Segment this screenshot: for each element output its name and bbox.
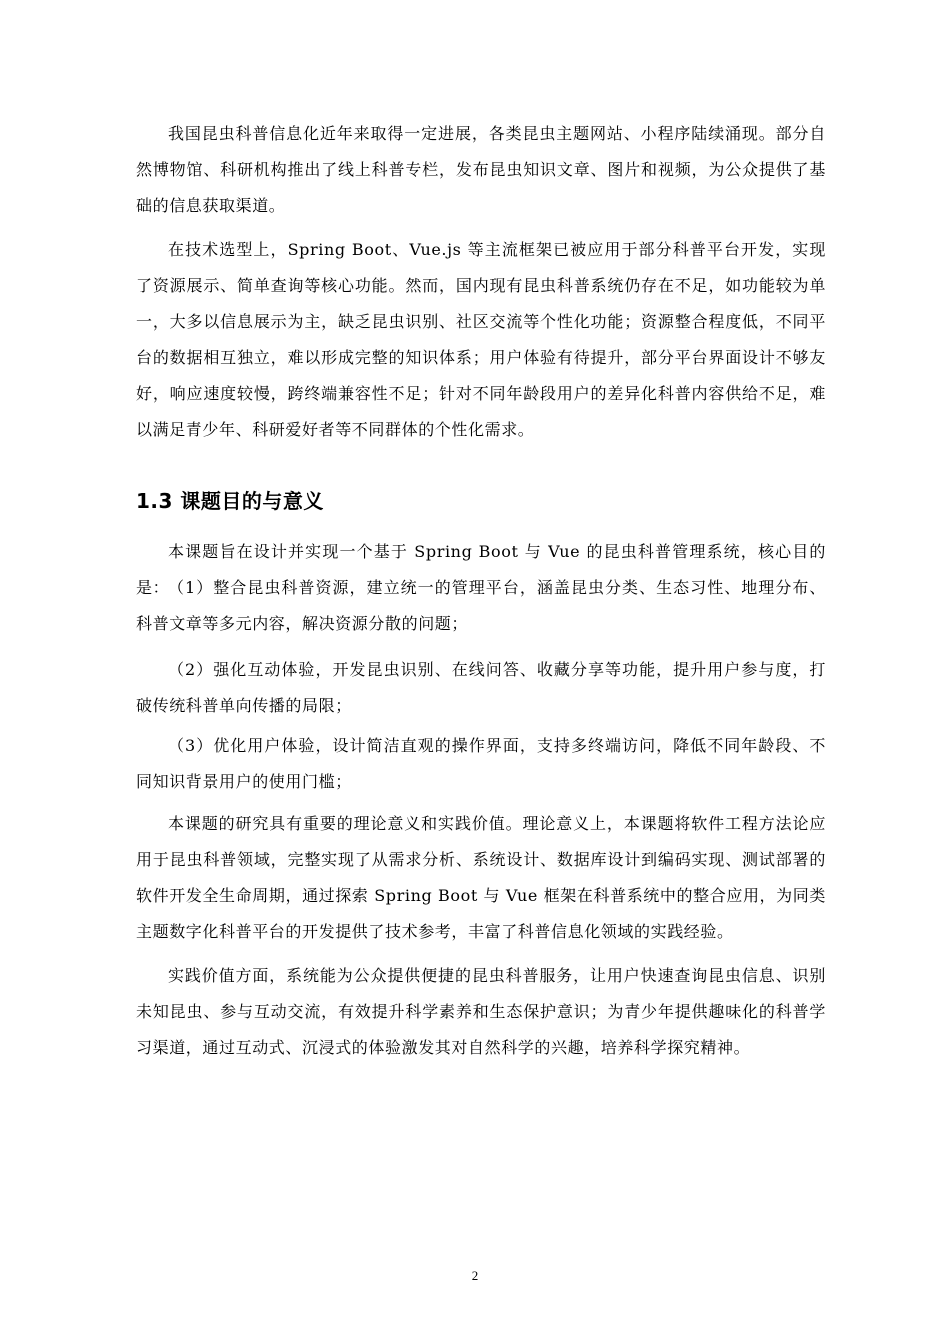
section-heading: 1.3 课题目的与意义 bbox=[136, 489, 324, 513]
body-paragraph: 本课题的研究具有重要的理论意义和实践价值。理论意义上，本课题将软件工程方法论应用于昆虫科普领域，完整实现了从需求分析、系统设计、数据库设计到编码实现、测试部署的软件开发全生命周期，通过探索 Spring Boot 与 Vue 框架在科普系统中的整合应用，为同类主题数字化科普平台的开发提供了技术参考，丰富了科普信息化领域的实践经验。 bbox=[136, 814, 826, 941]
body-paragraph: 本课题旨在设计并实现一个基于 Spring Boot 与 Vue 的昆虫科普管理系统，核心目的是： bbox=[136, 542, 826, 597]
list-item: （2）强化互动体验，开发昆虫识别、在线问答、收藏分享等功能，提升用户参与度，打破传统科普单向传播的局限； bbox=[136, 660, 826, 715]
list-item: （3）优化用户体验，设计简洁直观的操作界面，支持多终端访问，降低不同年龄段、不同知识背景用户的使用门槛； bbox=[136, 736, 826, 791]
list-item: （1）整合昆虫科普资源，建立统一的管理平台，涵盖昆虫分类、生态习性、地理分布、科普文章等多元内容，解决资源分散的问题； bbox=[136, 578, 826, 633]
body-paragraph: 我国昆虫科普信息化近年来取得一定进展，各类昆虫主题网站、小程序陆续涌现。部分自然博物馆、科研机构推出了线上科普专栏，发布昆虫知识文章、图片和视频，为公众提供了基础的信息获取渠道。 bbox=[136, 124, 826, 215]
body-paragraph: 在技术选型上，Spring Boot、Vue.js 等主流框架已被应用于部分科普平台开发，实现了资源展示、简单查询等核心功能。然而，国内现有昆虫科普系统仍存在不足，如功能较为单一，大多以信息展示为主，缺乏昆虫识别、社区交流等个性化功能；资源整合程度低，不同平台的数据相互独立，难以形成完整的知识体系；用户体验有待提升，部分平台界面设计不够友好，响应速度较慢，跨终端兼容性不足；针对不同年龄段用户的差异化科普内容供给不足，难以满足青少年、科研爱好者等不同群体的个性化需求。 bbox=[136, 240, 826, 439]
body-paragraph: 实践价值方面，系统能为公众提供便捷的昆虫科普服务，让用户快速查询昆虫信息、识别未知昆虫、参与互动交流，有效提升科学素养和生态保护意识；为青少年提供趣味化的科普学习渠道，通过互动式、沉浸式的体验激发其对自然科学的兴趣，培养科学探究精神。 bbox=[136, 966, 826, 1057]
page-number: 2 bbox=[471, 1268, 479, 1283]
